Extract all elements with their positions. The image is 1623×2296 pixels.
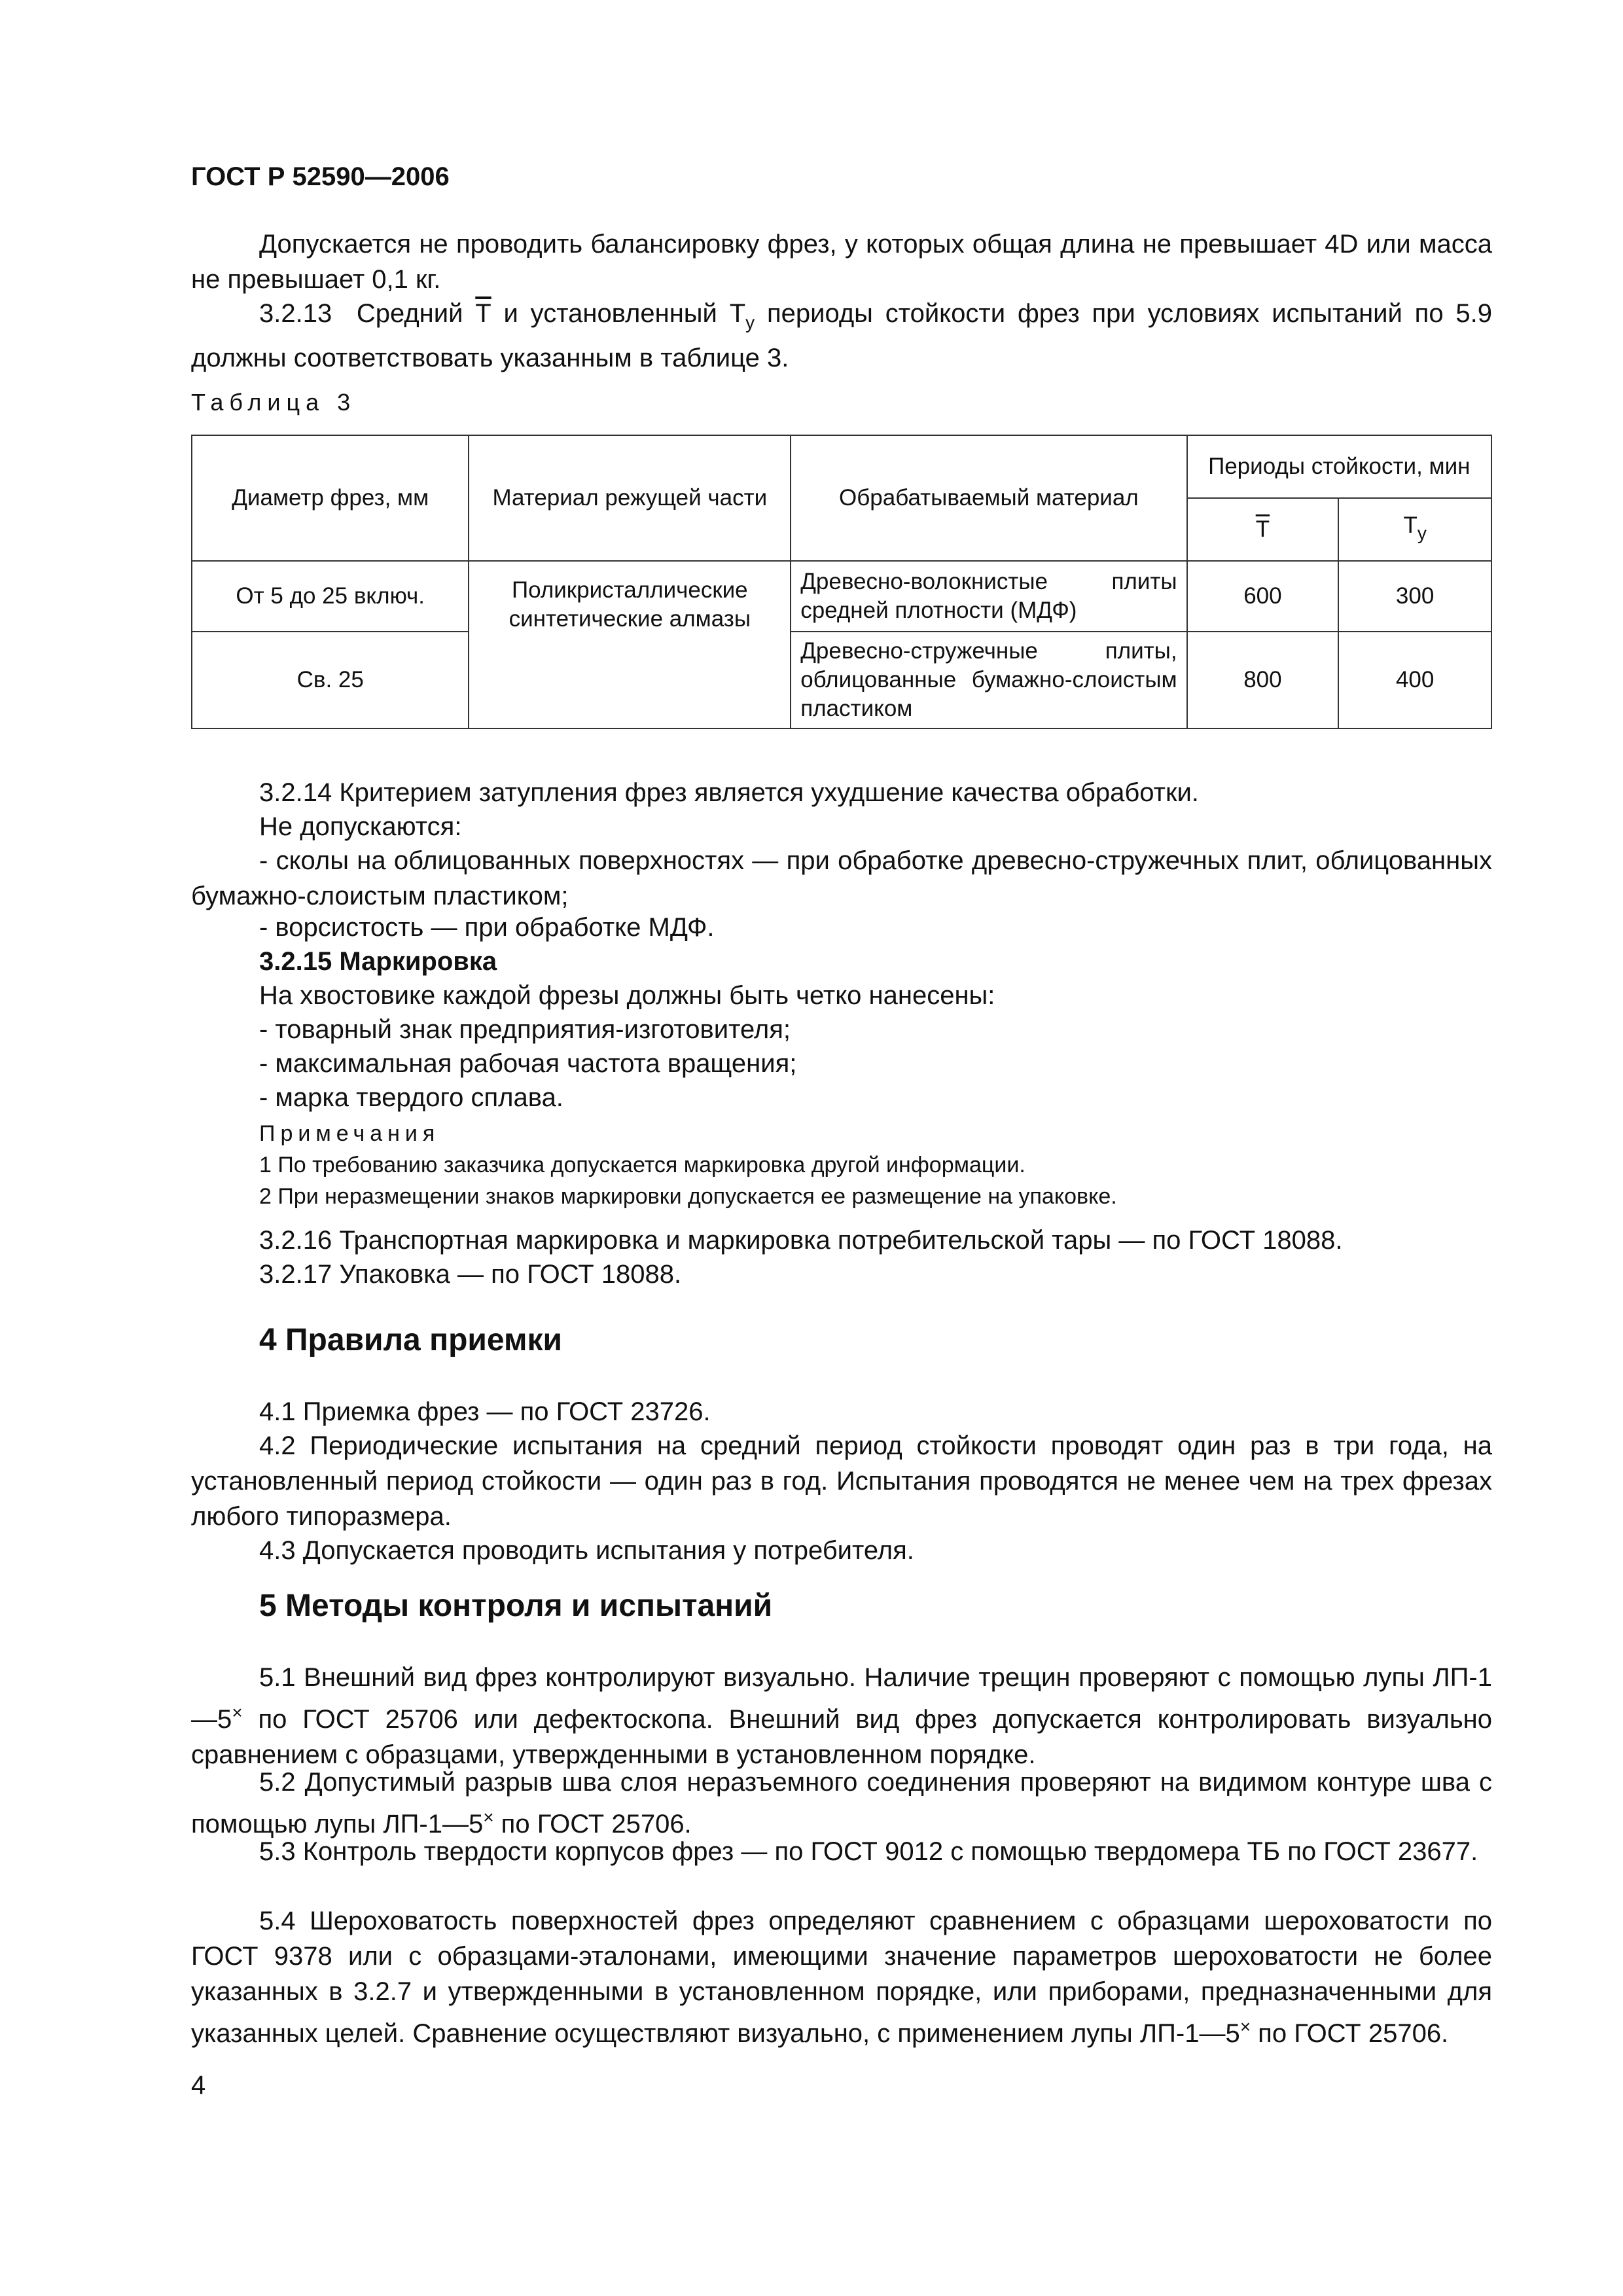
- clause-3-2-16: 3.2.16 Транспортная маркировка и маркировка потребительской тары — по ГОСТ 18088.: [259, 1226, 1343, 1255]
- page-number: 4: [191, 2071, 206, 2100]
- durability-table: [191, 435, 1492, 729]
- header-workpiece: Обрабатываемый материал: [791, 435, 1186, 561]
- symbol-t-set: $Т_у$: [729, 299, 755, 332]
- section-4-title: 4 Правила приемки: [259, 1323, 563, 1357]
- table-label: Таблица 3: [191, 389, 357, 416]
- header-t-set: $Т_у$: [1338, 498, 1491, 561]
- not-allowed-label: Не допускаются:: [259, 812, 462, 841]
- header-t-mean: Т: [1187, 498, 1339, 561]
- clause-5-1: 5.1 Внешний вид фрез контролируют визуально. Наличие трещин проверяют с помощью лупы ЛП-1—5× по ГОСТ 25706 или дефектоскопа. Внешний вид фрез допускается контролировать визуально сравнением с образцами, утвержденными в установленном порядке.: [191, 1663, 1492, 1769]
- table-row: [192, 561, 1491, 632]
- intro-paragraph: Допускается не проводить балансировку фрез, у которых общая длина не превышает 4D или масса не превышает 0,1 кг.: [191, 230, 1492, 294]
- cell-t-mean: 600: [1187, 561, 1339, 632]
- cell-t-set: 300: [1338, 561, 1491, 632]
- clause-5-2: 5.2 Допустимый разрыв шва слоя неразъемного соединения проверяют на видимом контуре шва с помощью лупы ЛП-1—5× по ГОСТ 25706.: [191, 1768, 1492, 1839]
- symbol-t-mean: Т: [475, 299, 491, 328]
- cell-diameter: От 5 до 25 включ.: [192, 561, 469, 632]
- defect-item-fuzz: - ворсистость — при обработке МДФ.: [259, 913, 715, 942]
- clause-4-2: 4.2 Периодические испытания на средний период стойкости проводят один раз в три года, на установленный период стойкости — один раз в год. Испытания проводятся не менее чем на трех фрезах любого типоразмера.: [191, 1431, 1492, 1531]
- note-item: 2 При неразмещении знаков маркировки допускается ее размещение на упаковке.: [259, 1184, 1117, 1209]
- cell-workpiece: Древесно-стружечные плиты, облицованные бумажно-слоистым пластиком: [791, 632, 1186, 728]
- clause-3-2-14: 3.2.14 Критерием затупления фрез является ухудшение качества обработки.: [259, 778, 1199, 807]
- table-row: [192, 632, 1491, 728]
- header-material: Материал режущей части: [469, 435, 791, 561]
- header-periods: Периоды стойкости, мин: [1187, 435, 1491, 498]
- clause-3-2-13: 3.2.13 Средний Т и установленный $Т_у$ периоды стойкости фрез при условиях испытаний по 5.9 должны соответствовать указанным в таблице 3.: [191, 299, 1492, 372]
- marking-item: - марка твердого сплава.: [259, 1083, 563, 1112]
- note-item: 1 По требованию заказчика допускается маркировка другой информации.: [259, 1153, 1026, 1177]
- cell-t-mean: 800: [1187, 632, 1339, 728]
- defect-item-chips: - сколы на облицованных поверхностях — при обработке древесно-стружечных плит, облицованных бумажно-слоистым пластиком;: [191, 846, 1492, 910]
- cell-material: Поликристаллические синтетические алмазы: [469, 561, 791, 728]
- marking-intro: На хвостовике каждой фрезы должны быть четко нанесены:: [259, 981, 995, 1010]
- clause-4-3: 4.3 Допускается проводить испытания у потребителя.: [259, 1536, 914, 1565]
- cell-diameter: Св. 25: [192, 632, 469, 728]
- notes-label: Примечания: [259, 1121, 440, 1146]
- marking-item: - товарный знак предприятия-изготовителя;: [259, 1015, 791, 1044]
- document-header: ГОСТ Р 52590—2006: [191, 162, 450, 191]
- marking-item: - максимальная рабочая частота вращения;: [259, 1049, 797, 1078]
- clause-5-3: 5.3 Контроль твердости корпусов фрез — по ГОСТ 9012 с помощью твердомера ТБ по ГОСТ 23677.: [259, 1837, 1478, 1866]
- clause-3-2-15-heading: 3.2.15 Маркировка: [259, 947, 497, 976]
- cell-workpiece: Древесно-волокнистые плиты средней плотности (МДФ): [791, 561, 1186, 632]
- clause-4-1: 4.1 Приемка фрез — по ГОСТ 23726.: [259, 1397, 711, 1426]
- clause-3-2-17: 3.2.17 Упаковка — по ГОСТ 18088.: [259, 1260, 682, 1289]
- cell-t-set: 400: [1338, 632, 1491, 728]
- section-5-title: 5 Методы контроля и испытаний: [259, 1588, 773, 1623]
- table-header-row: [192, 435, 1491, 498]
- clause-5-4: 5.4 Шероховатость поверхностей фрез определяют сравнением с образцами шероховатости по ГОСТ 9378 или с образцами-эталонами, имеющими значение параметров шероховатости не более указанных в 3.2.7 и утвержденными в установленном порядке, или приборами, предназначенными для указанных целей. Сравнение осуществляют визуально, с применением лупы ЛП-1—5× по ГОСТ 25706.: [191, 1907, 1492, 2048]
- header-diameter: Диаметр фрез, мм: [192, 435, 469, 561]
